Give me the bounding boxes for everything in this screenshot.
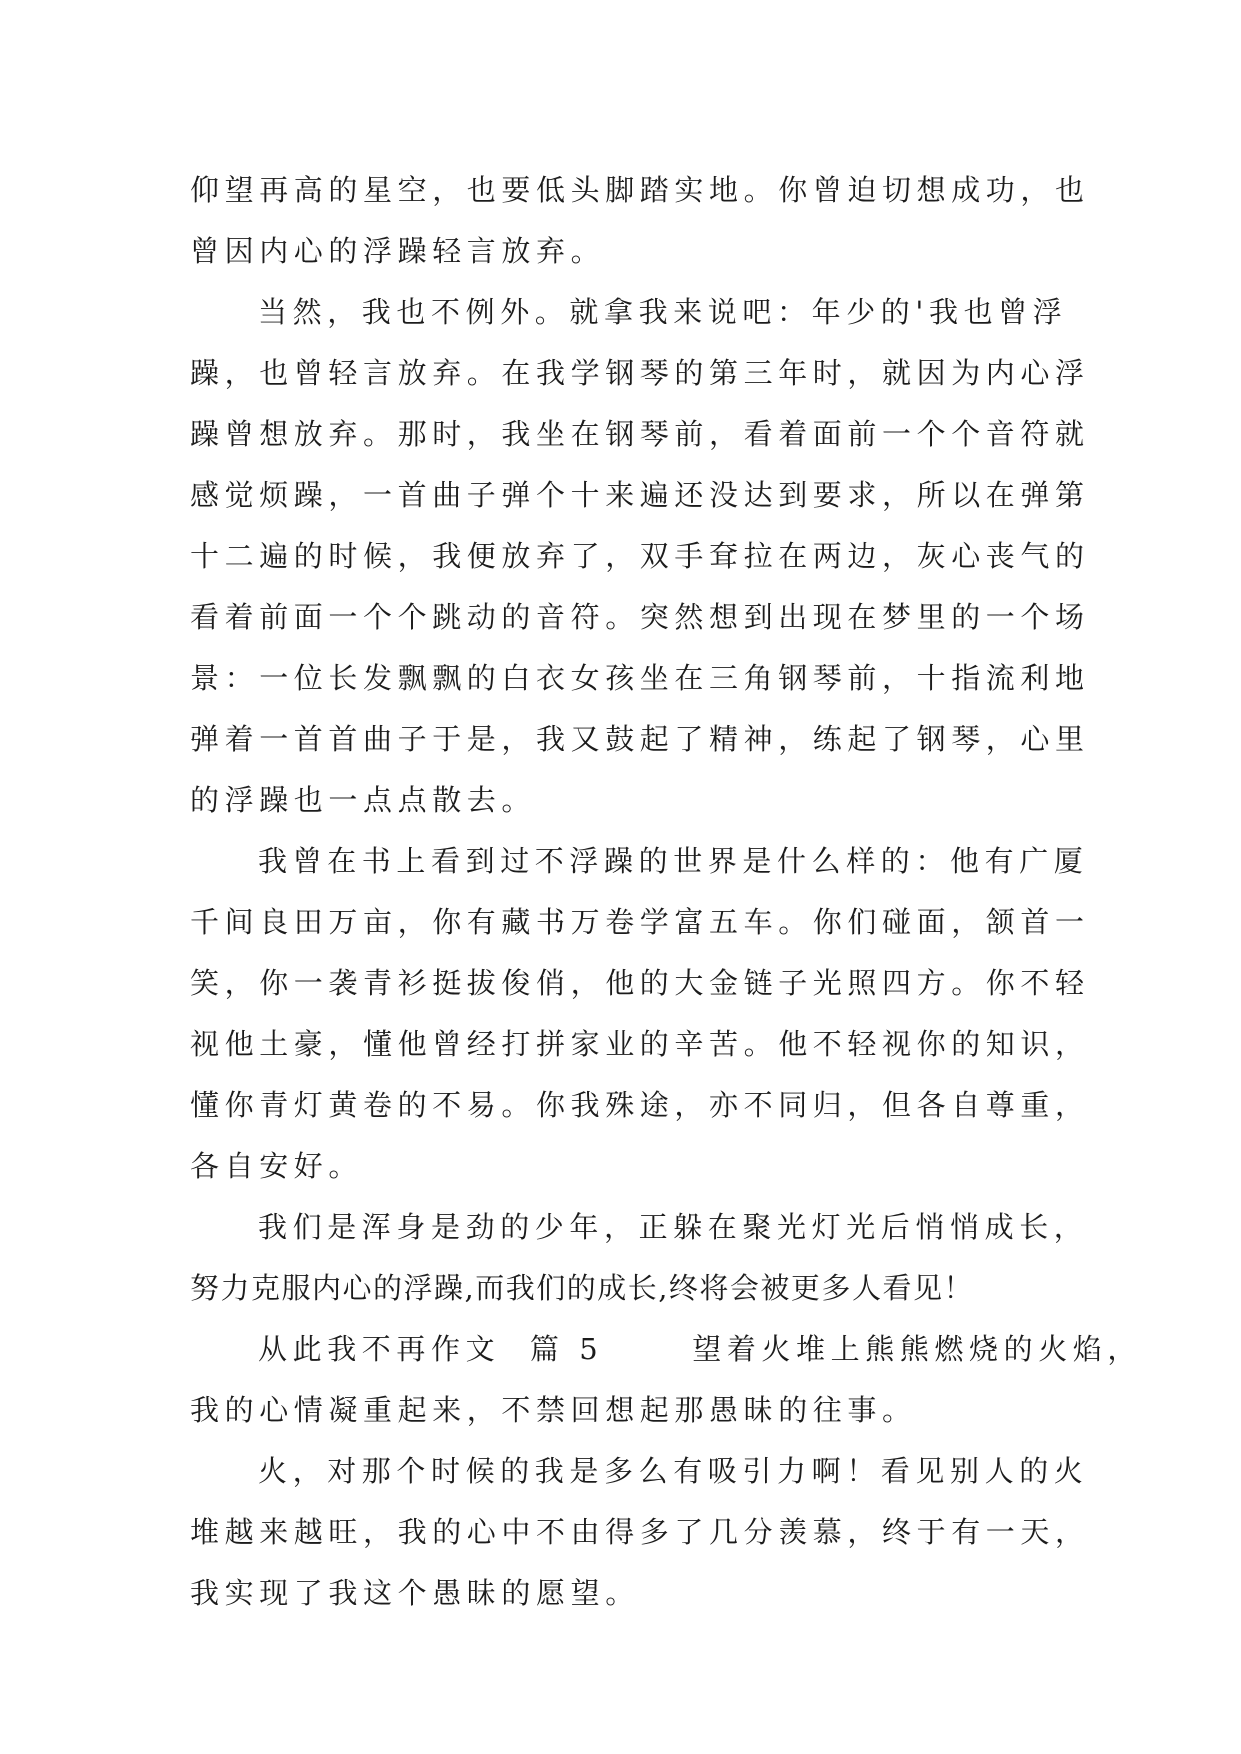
text-line: 我实现了我这个愚昧的愿望。 <box>190 1576 640 1610</box>
document-body <box>190 160 1143 1624</box>
paragraph-1 <box>190 160 1090 282</box>
text-line: 视他土豪，懂他曾经打拼家业的辛苦。他不轻视你的知识， <box>190 1027 1090 1061</box>
text-line: 各自安好。 <box>190 1149 364 1183</box>
paragraph-5 <box>190 1319 1143 1441</box>
paragraph-6 <box>190 1441 1090 1624</box>
text-line: 弹着一首首曲子于是，我又鼓起了精神，练起了钢琴，心里 <box>190 722 1090 756</box>
paragraph-3 <box>190 831 1090 1197</box>
text-line: 十二遍的时候，我便放弃了，双手耷拉在两边，灰心丧气的 <box>190 539 1090 573</box>
text-line: 感觉烦躁，一首曲子弹个十来遍还没达到要求，所以在弹第 <box>190 478 1090 512</box>
text-line: 堆越来越旺，我的心中不由得多了几分羡慕，终于有一天， <box>190 1515 1090 1549</box>
paragraph-2 <box>190 282 1090 831</box>
text-line: 我的心情凝重起来，不禁回想起那愚昧的往事。 <box>190 1393 917 1427</box>
text-line: 我们是浑身是劲的少年，正躲在聚光灯光后悄悄成长， <box>258 1210 1089 1244</box>
text-line: 当然，我也不例外。就拿我来说吧：年少的'我也曾浮 <box>258 295 1068 329</box>
text-line: 千间良田万亩，你有藏书万卷学富五车。你们碰面，颔首一 <box>190 905 1090 939</box>
text-line: 笑，你一袭青衫挺拔俊俏，他的大金链子光照四方。你不轻 <box>190 966 1090 1000</box>
text-line: 我曾在书上看到过不浮躁的世界是什么样的：他有广厦 <box>258 844 1089 878</box>
text-line: 火，对那个时候的我是多么有吸引力啊！看见别人的火 <box>258 1454 1089 1488</box>
section-heading-line: 从此我不再作文 篇 5 望着火堆上熊熊燃烧的火焰， <box>258 1332 1143 1366</box>
text-line: 景：一位长发飘飘的白衣女孩坐在三角钢琴前，十指流利地 <box>190 661 1090 695</box>
text-line: 躁，也曾轻言放弃。在我学钢琴的第三年时，就因为内心浮 <box>190 356 1090 390</box>
text-line: 仰望再高的星空，也要低头脚踏实地。你曾迫切想成功，也 <box>190 173 1090 207</box>
paragraph-4 <box>190 1197 1089 1319</box>
text-line: 懂你青灯黄卷的不易。你我殊途，亦不同归，但各自尊重， <box>190 1088 1090 1122</box>
text-line: 的浮躁也一点点散去。 <box>190 783 537 817</box>
text-line: 努力克服内心的浮躁,而我们的成长,终将会被更多人看见！ <box>190 1271 974 1305</box>
text-line: 躁曾想放弃。那时，我坐在钢琴前，看着面前一个个音符就 <box>190 417 1090 451</box>
text-line: 曾因内心的浮躁轻言放弃。 <box>190 234 606 268</box>
text-line: 看着前面一个个跳动的音符。突然想到出现在梦里的一个场 <box>190 600 1090 634</box>
